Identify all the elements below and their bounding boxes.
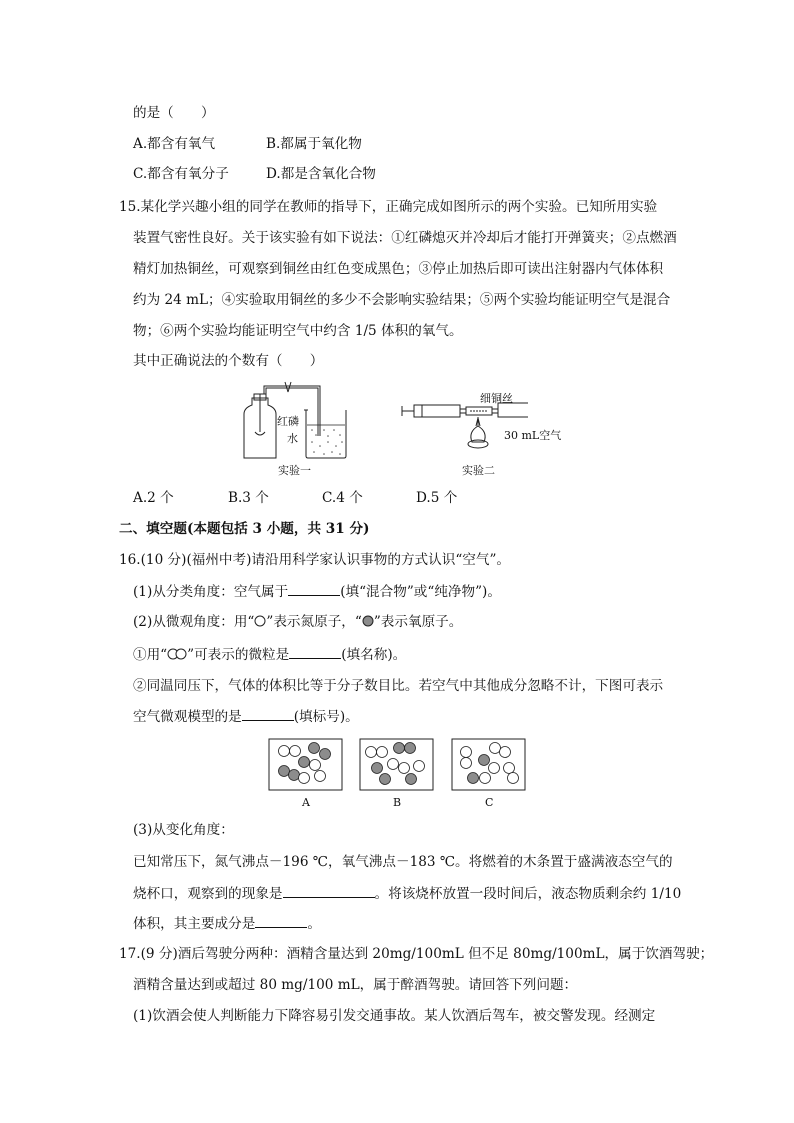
model-label-b: B [393,796,402,809]
section-2-title: 二、填空题(本题包括 3 小题，共 31 分) [119,521,370,537]
q16-part-2-2: ②同温同压下，气体的体积比等于分子数目比。若空气中其他成分忽略不计，下图可表示 [133,678,664,694]
q15-option-c: C.4 个 [322,490,363,506]
q17-line-3: (1)饮酒会使人判断能力下降容易引发交通事故。某人饮酒后驾车，被交警发现。经测定 [133,1008,656,1024]
q16-head: 16.(10 分)(福州中考)请沿用科学家认识事物的方式认识“空气”。 [119,552,511,568]
nitrogen-atom-icon [254,615,266,627]
q14-option-b: B.都属于氧化物 [266,136,362,152]
q17-line-2: 酒精含量达到或超过 80 mg/100 mL，属于醉酒驾驶。请回答下列问题： [133,977,578,993]
oxygen-atom-icon [362,615,374,627]
q14-stem-tail: 的是（ ） [133,105,215,121]
q14-option-a: A.都含有氧气 [133,136,216,152]
experiment-1-caption: 实验一 [278,464,311,477]
q14-option-c: C.都含有氧分子 [133,166,229,182]
q16-part-3: (3)从变化角度： [133,822,234,838]
q16-part-1: (1)从分类角度：空气属于 (填“混合物”或“纯净物”)。 [133,581,501,602]
nitrogen-molecule-icon [167,648,187,660]
q16-part-2: (2)从微观角度：用“ ”表示氮原子，“ ”表示氧原子。 [133,614,463,630]
q15-line-5: 物；⑥两个实验均能证明空气中约含 1/5 体积的氧气。 [133,323,463,339]
answer-blank[interactable] [288,581,340,596]
q15-option-d: D.5 个 [416,490,458,506]
q15-option-a: A.2 个 [133,490,174,506]
answer-blank[interactable] [255,913,307,928]
q16-part-2-2-cont: 空气微观模型的是 (填标号)。 [133,706,359,727]
label-water: 水 [287,432,298,445]
air-model-a [268,738,344,792]
q14-option-d: D.都是含氧化合物 [266,166,376,182]
q15-line-2: 装置气密性良好。关于该实验有如下说法：①红磷熄灭并冷却后才能打开弹簧夹；②点燃酒 [133,230,677,246]
q17-line-1: 17.(9 分)酒后驾驶分两种：酒精含量达到 20mg/100mL 但不足 80mg/100mL，属于饮酒驾驶； [119,946,714,962]
q15-option-b: B.3 个 [228,490,269,506]
answer-blank[interactable] [289,644,341,659]
model-label-c: C [485,796,494,809]
q16-part-3-line-1: 已知常压下，氮气沸点－196 ℃，氧气沸点－183 ℃。将燃着的木条置于盛满液态空气的 [133,854,673,870]
air-model-c [451,738,527,792]
q15-line-3: 精灯加热铜丝，可观察到铜丝由红色变成黑色；③停止加热后即可读出注射器内气体体积 [133,261,664,277]
experiment-2-caption: 实验二 [462,464,495,477]
label-red-phosphorus: 红磷 [277,415,299,428]
q16-part-2-1: ①用“ ”可表示的微粒是 (填名称)。 [133,644,406,665]
answer-blank[interactable] [283,883,375,898]
q16-part-3-line-3: 体积，其主要成分是 。 [133,913,321,934]
q16-part-3-line-2: 烧杯口，观察到的现象是 。将该烧杯放置一段时间后，液态物质剩余约 1/10 [133,883,681,904]
q15-question: 其中正确说法的个数有（ ） [133,353,324,369]
q15-line-1: 15.某化学兴趣小组的同学在教师的指导下，正确完成如图所示的两个实验。已知所用实验 [119,199,658,215]
q15-line-4: 约为 24 mL；④实验取用铜丝的多少不会影响实验结果；⑤两个实验均能证明空气是混合 [133,292,671,308]
model-label-a: A [302,796,310,809]
label-30ml-air: 30 mL空气 [504,429,562,442]
answer-blank[interactable] [242,706,294,721]
label-copper-wire: 细铜丝 [480,392,513,405]
air-model-b [359,738,435,792]
